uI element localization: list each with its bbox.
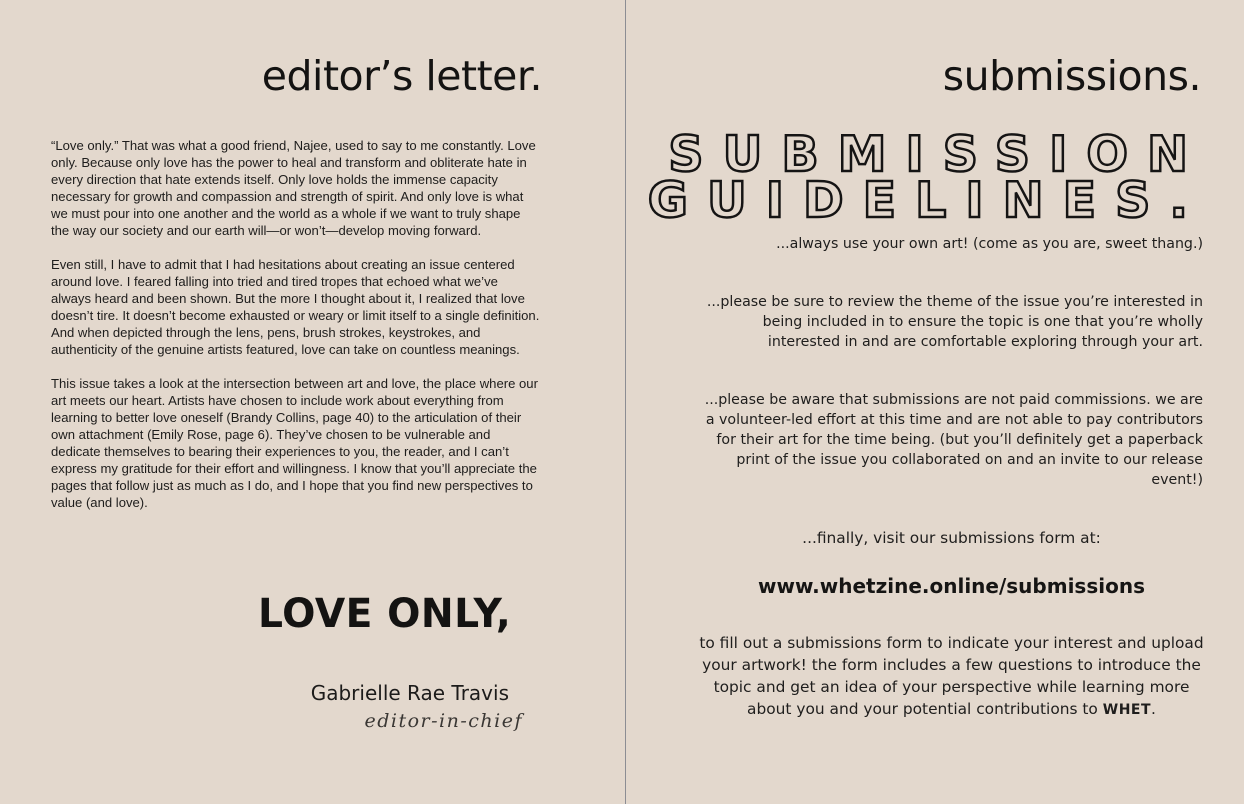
signature-name: Gabrielle Rae Travis [310, 681, 509, 705]
guideline-item-1: ...always use your own art! (come as you are, sweet thang.) [776, 236, 1203, 252]
guideline-item-3: ...please be aware that submissions are not paid commissions. we are a volunteer-led effort at this time and are not able to pay contributors for their art for the time being. (but you’ll definitely get a paperback print of the issue you collaborated on and an invite to our release event!) [704, 392, 1203, 488]
brand-name: WHET [1102, 702, 1152, 718]
submissions-title: submissions. [942, 52, 1201, 100]
letter-paragraph-3: This issue takes a look at the intersection between art and love, the place where our art meets our heart. Artists have chosen to include work about everything from learning to better love oneself (Brandy Collins, page 40) to the articulation of their own attachment (Emily Rose, page 6). They’ve chosen to be vulnerable and dedicate themselves to bearing their experiences to you, the reader, and I can’t express my gratitude for their effort and willingness. I know that you’ll appreciate the pages that follow just as much as I do, and I hope that you find new perspectives to value (and love). [51, 376, 538, 510]
closing-line: LOVE ONLY, [258, 591, 512, 637]
guideline-item-2: ...please be sure to review the theme of the issue you’re interested in being included in to ensure the topic is one that you’re wholly interested in and are comfortable exploring through your art. [706, 294, 1203, 350]
editors-letter-body [51, 137, 541, 528]
signature-role: editor-in-chief [364, 710, 523, 732]
fill-text: to fill out a submissions form to indicate your interest and upload your artwork! the form includes a few questions to introduce the topic and get an idea of your perspective while learning more about you and your potential contributions to [699, 634, 1204, 718]
submissions-finally: ...finally, visit our submissions form at: [802, 529, 1101, 547]
submissions-fill-text [626, 632, 1244, 721]
letter-paragraph-1: “Love only.” That was what a good friend, Najee, used to say to me constantly. Love only. Because only love has the power to heal and transform and obliterate hate in every direction that hate extends itself. Only love holds the immense capacity necessary for growth and compassion and strength of spirit. And only love is what we must pour into one another and the world as a whole if we want to truly shape the way our society and our earth will—or won’t—develop moving forward. [51, 138, 536, 238]
submissions-url-link[interactable]: www.whetzine.online/submissions [758, 574, 1145, 598]
brand-period: . [1151, 700, 1156, 718]
letter-paragraph-2: Even still, I have to admit that I had hesitations about creating an issue centered around love. I feared falling into tried and tired tropes that echoed what we’ve always heard and been shown. But the more I thought about it, I realized that love doesn’t tire. It doesn’t become exhausted or weary or limit itself to a single definition. And when depicted through the lens, pens, brush strokes, keystrokes, and authenticity of the genuine artists featured, love can take on countless meanings. [51, 257, 540, 357]
guidelines-heading-line-1: SUBMISSION [668, 126, 1207, 183]
submissions-page [625, 0, 1244, 804]
editors-letter-title: editor’s letter. [261, 52, 542, 100]
guidelines-heading-line-2: GUIDELINES. [647, 172, 1207, 229]
